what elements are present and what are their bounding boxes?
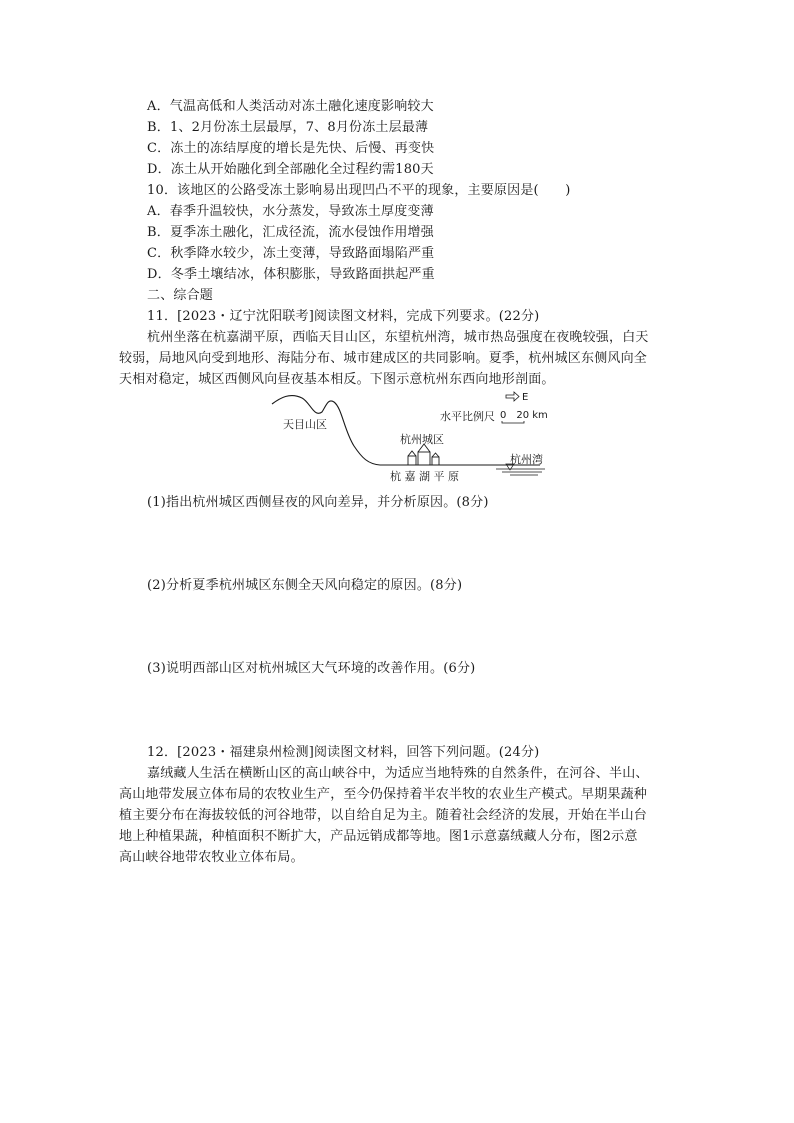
q11-paragraph-line: 较弱，局地风向受到地形、海陆分布、城市建成区的共同影响。夏季，杭州城区东侧风向全	[119, 351, 648, 366]
scale-values: 0 20 km	[500, 410, 548, 421]
q10-option-a: A．春季升温较快，水分蒸发，导致冻土厚度变薄	[147, 204, 434, 219]
q11-subquestion-1: (1)指出杭州城区西侧昼夜的风向差异，并分析原因。(8分)	[147, 495, 489, 510]
city-buildings-icon	[408, 444, 439, 465]
q11-subquestion-2: (2)分析夏季杭州城区东侧全天风向稳定的原因。(8分)	[147, 578, 463, 593]
east-arrow-icon	[506, 392, 519, 401]
mountain-label: 天目山区	[283, 418, 327, 431]
q10-option-d: D．冬季土壤结冰，体积膨胀，导致路面拱起严重	[147, 267, 435, 282]
plain-label: 杭 嘉 湖 平 原	[390, 470, 459, 483]
section-heading: 二、综合题	[147, 288, 214, 303]
q9-option-c: C．冻土的冻结厚度的增长是先快、后慢、再变快	[147, 141, 435, 156]
direction-label: E	[522, 392, 529, 403]
terrain-profile-figure	[270, 388, 570, 488]
q12-paragraph-line: 植主要分布在海拔较低的河谷地带，以自给自足为主。随着社会经济的发展，开始在半山台	[119, 808, 648, 823]
q11-paragraph-line: 天相对稳定，城区西侧风向昼夜基本相反。下图示意杭州东西向地形剖面。	[119, 372, 555, 387]
q11-paragraph-line: 杭州坐落在杭嘉湖平原，西临天目山区，东望杭州湾，城市热岛强度在夜晚较强，白天	[147, 330, 649, 345]
q10-option-b: B．夏季冻土融化，汇成径流，流水侵蚀作用增强	[147, 225, 434, 240]
bay-water	[496, 469, 545, 475]
bay-label: 杭州湾	[510, 453, 543, 466]
q9-option-d: D．冻土从开始融化到全部融化全过程约需180天	[147, 162, 434, 177]
city-label: 杭州城区	[400, 433, 444, 446]
terrain-profile-svg	[270, 388, 570, 488]
scale-bar	[502, 421, 524, 423]
scale-label: 水平比例尺	[440, 410, 495, 423]
q10-option-c: C．秋季降水较少，冻土变薄，导致路面塌陷严重	[147, 246, 435, 261]
q9-option-a: A．气温高低和人类活动对冻土融化速度影响较大	[147, 99, 434, 114]
q12-header: 12．[2023・福建泉州检测]阅读图文材料，回答下列问题。(24分)	[147, 745, 540, 760]
q12-paragraph-line: 高山峡谷地带农牧业立体布局。	[119, 850, 304, 865]
q12-paragraph-line: 高山地带发展立体布局的农牧业生产，至今仍保持着半农半牧的农业生产模式。早期果蔬种	[119, 787, 648, 802]
q12-paragraph-line: 嘉绒藏人生活在横断山区的高山峡谷中，为适应当地特殊的自然条件，在河谷、半山、	[147, 766, 649, 781]
q10-stem: 10．该地区的公路受冻土影响易出现凹凸不平的现象，主要原因是( )	[147, 183, 571, 198]
q12-paragraph-line: 地上种植果蔬，种植面积不断扩大，产品远销成都等地。图1示意嘉绒藏人分布，图2示意	[119, 829, 638, 844]
q11-header: 11．[2023・辽宁沈阳联考]阅读图文材料，完成下列要求。(22分)	[147, 309, 540, 324]
q11-subquestion-3: (3)说明西部山区对杭州城区大气环境的改善作用。(6分)	[147, 661, 476, 676]
q9-option-b: B．1、2月份冻土层最厚，7、8月份冻土层最薄	[147, 120, 429, 135]
